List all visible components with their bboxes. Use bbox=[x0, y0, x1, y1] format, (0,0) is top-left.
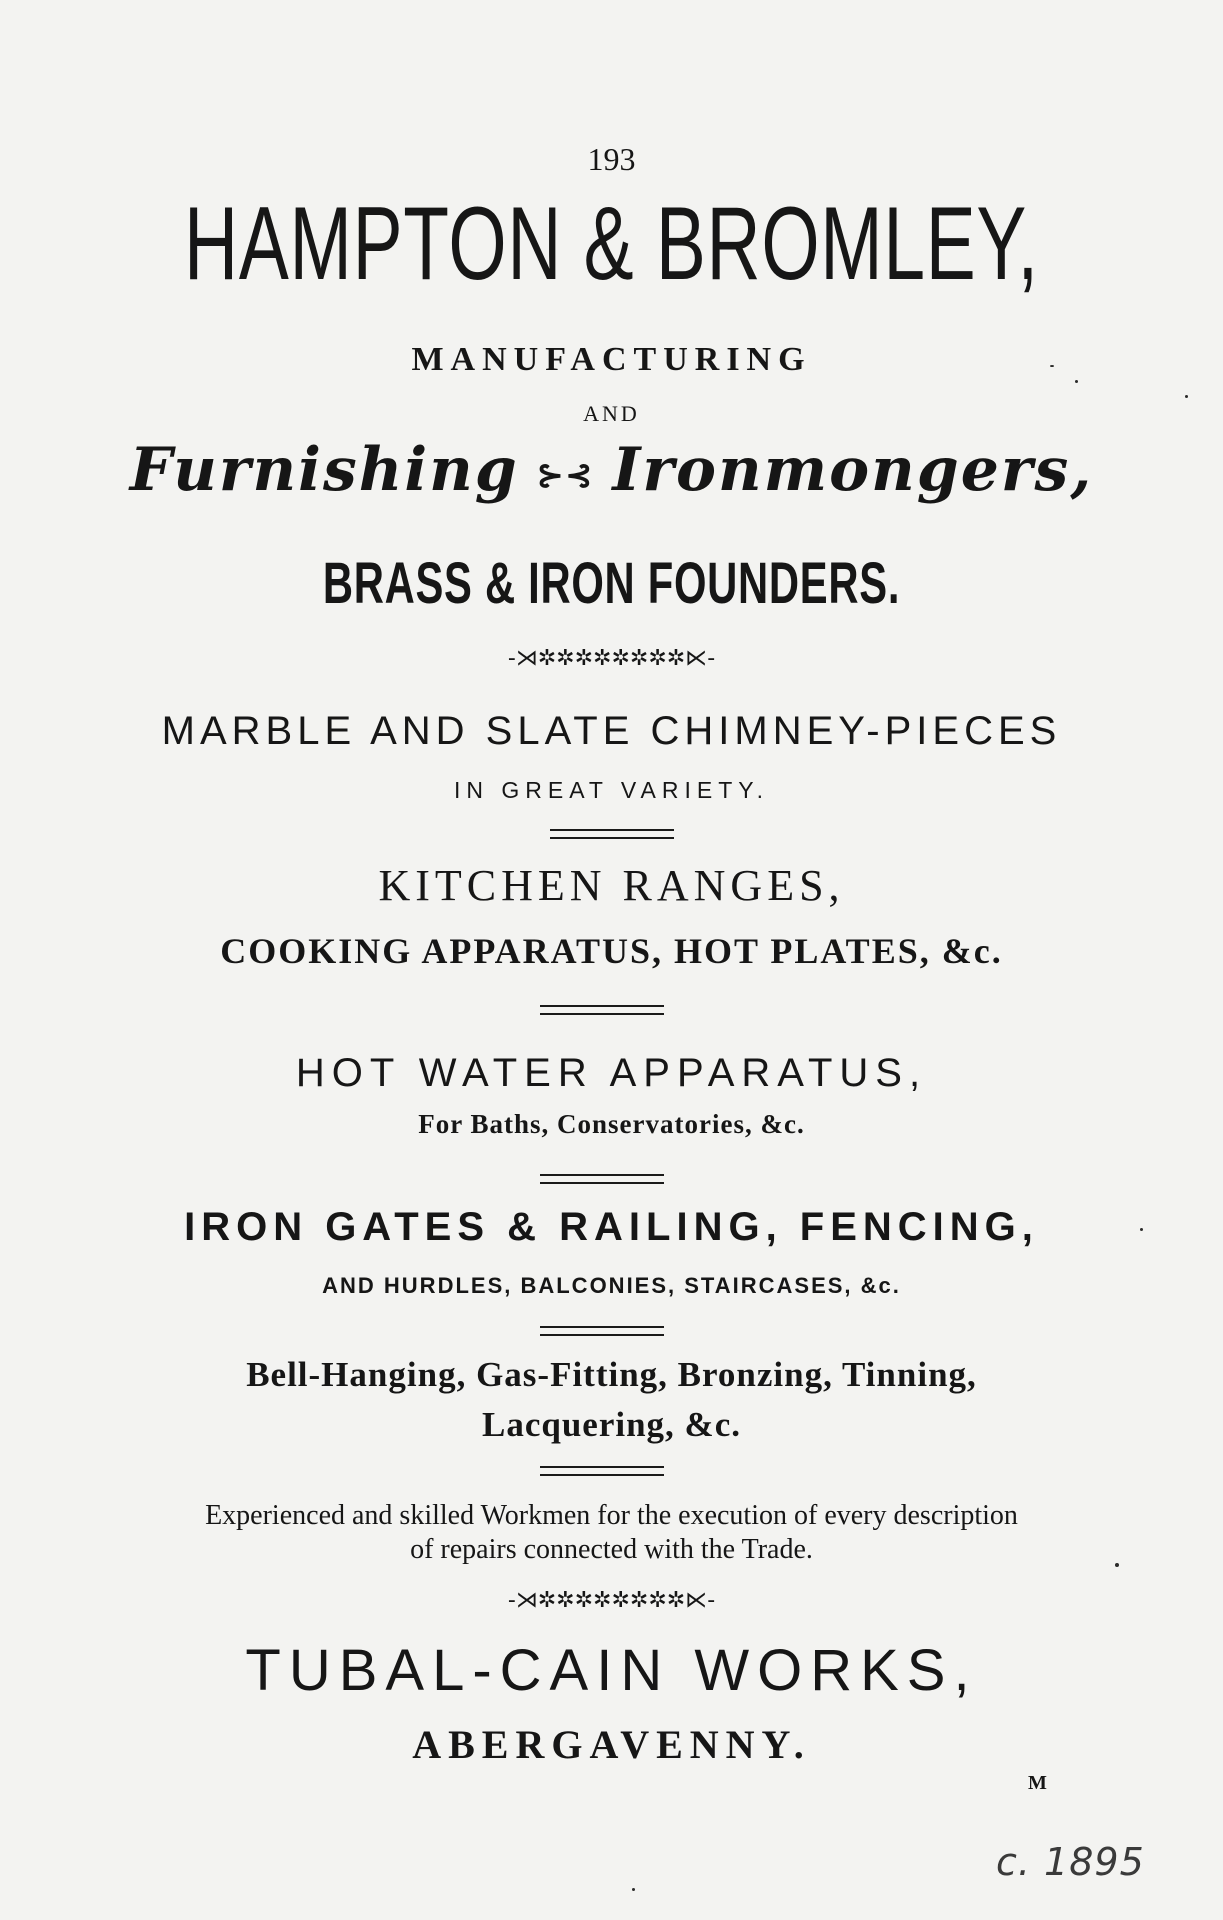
ironmongers-label: Ironmongers, bbox=[612, 435, 1094, 505]
hot-water-subheading: For Baths, Conservatories, &c. bbox=[418, 1109, 805, 1139]
double-rule bbox=[550, 829, 674, 839]
services-line-2: Lacquering, &c. bbox=[481, 1405, 741, 1444]
workmen-line-2: of repairs connected with the Trade. bbox=[410, 1534, 813, 1565]
gates-subheading: AND HURDLES, BALCONIES, STAIRCASES, &c. bbox=[322, 1273, 901, 1298]
manufacturing-label: MANUFACTURING bbox=[411, 341, 812, 378]
ornament-divider-bottom: -⋊✲✲✲✲✲✲✲✲⋉- bbox=[507, 1588, 716, 1613]
print-speck bbox=[632, 1888, 635, 1891]
page-number: 193 bbox=[587, 141, 636, 177]
furnishing-label: Furnishing bbox=[129, 435, 519, 505]
kitchen-subheading: COOKING APPARATUS, HOT PLATES, &c. bbox=[220, 931, 1003, 971]
works-name: TUBAL-CAIN WORKS, bbox=[245, 1638, 978, 1703]
print-speck bbox=[1185, 395, 1188, 398]
double-rule bbox=[540, 1174, 664, 1184]
print-speck bbox=[1075, 380, 1078, 383]
double-rule bbox=[540, 1466, 664, 1476]
founders-heading: BRASS & IRON FOUNDERS. bbox=[322, 551, 901, 616]
gates-heading: IRON GATES & RAILING, FENCING, bbox=[184, 1205, 1039, 1249]
services-line-1: Bell-Hanging, Gas-Fitting, Bronzing, Tinning, bbox=[246, 1355, 977, 1394]
marble-subheading: IN GREAT VARIETY. bbox=[453, 777, 770, 803]
kitchen-heading: KITCHEN RANGES, bbox=[378, 861, 845, 910]
firm-name-heading: HAMPTON & BROMLEY, bbox=[184, 186, 1039, 302]
marble-heading: MARBLE AND SLATE CHIMNEY-PIECES bbox=[161, 709, 1062, 753]
handwritten-date: c. 1895 bbox=[996, 1840, 1145, 1884]
and-label: AND bbox=[583, 401, 640, 426]
print-speck bbox=[1140, 1228, 1143, 1231]
ornament-divider-top: -⋊✲✲✲✲✲✲✲✲⋉- bbox=[507, 646, 716, 671]
workmen-line-1: Experienced and skilled Workmen for the execution of every description bbox=[205, 1500, 1018, 1531]
divider-ornament-icon: ⊱⊰ bbox=[536, 455, 595, 494]
signature-mark: M bbox=[1028, 1772, 1047, 1794]
hot-water-heading: HOT WATER APPARATUS, bbox=[295, 1051, 928, 1095]
print-speck bbox=[1115, 1563, 1119, 1567]
print-speck bbox=[1050, 365, 1054, 367]
double-rule bbox=[540, 1326, 664, 1336]
furnishing-ironmongers-heading bbox=[0, 435, 1223, 505]
double-rule bbox=[540, 1005, 664, 1015]
town-name: ABERGAVENNY. bbox=[412, 1722, 811, 1767]
